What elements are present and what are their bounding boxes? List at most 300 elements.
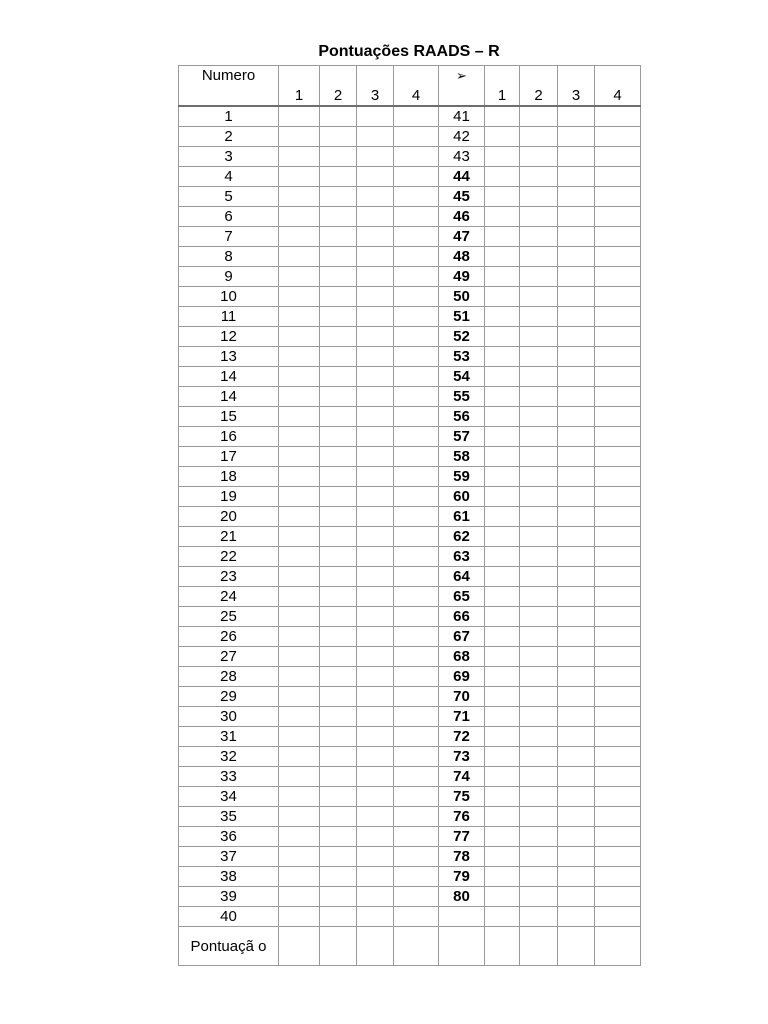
score-cell-right-2[interactable] xyxy=(520,287,558,307)
score-cell-right-4[interactable] xyxy=(595,507,641,527)
score-cell-left-2[interactable] xyxy=(320,527,357,547)
score-cell-right-4[interactable] xyxy=(595,347,641,367)
score-cell-left-1[interactable] xyxy=(279,267,320,287)
score-cell-left-1[interactable] xyxy=(279,587,320,607)
score-cell-right-4[interactable] xyxy=(595,327,641,347)
score-cell-left-2[interactable] xyxy=(320,707,357,727)
score-cell-left-3[interactable] xyxy=(357,707,394,727)
score-cell-left-3[interactable] xyxy=(357,447,394,467)
score-cell-left-3[interactable] xyxy=(357,567,394,587)
score-cell-right-2[interactable] xyxy=(520,867,558,887)
score-cell-right-2[interactable] xyxy=(520,407,558,427)
score-cell-left-1[interactable] xyxy=(279,827,320,847)
score-cell-right-2[interactable] xyxy=(520,227,558,247)
score-cell-right-3[interactable] xyxy=(558,387,595,407)
score-cell-right-2[interactable] xyxy=(520,627,558,647)
score-cell-right-1[interactable] xyxy=(485,567,520,587)
score-cell-right-2[interactable] xyxy=(520,427,558,447)
score-cell-right-2[interactable] xyxy=(520,487,558,507)
score-cell-left-4[interactable] xyxy=(394,667,439,687)
total-cell-4[interactable] xyxy=(394,927,439,966)
score-cell-right-1[interactable] xyxy=(485,167,520,187)
score-cell-right-4[interactable] xyxy=(595,627,641,647)
score-cell-right-2[interactable] xyxy=(520,847,558,867)
score-cell-right-2[interactable] xyxy=(520,687,558,707)
score-cell-right-1[interactable] xyxy=(485,827,520,847)
score-cell-left-4[interactable] xyxy=(394,527,439,547)
score-cell-left-4[interactable] xyxy=(394,627,439,647)
score-cell-left-3[interactable] xyxy=(357,307,394,327)
score-cell-right-3[interactable] xyxy=(558,307,595,327)
score-cell-right-3[interactable] xyxy=(558,867,595,887)
score-cell-right-1[interactable] xyxy=(485,367,520,387)
score-cell-right-2[interactable] xyxy=(520,547,558,567)
score-cell-right-3[interactable] xyxy=(558,767,595,787)
score-cell-left-3[interactable] xyxy=(357,327,394,347)
score-cell-right-2[interactable] xyxy=(520,647,558,667)
score-cell-left-2[interactable] xyxy=(320,887,357,907)
score-cell-right-4[interactable] xyxy=(595,667,641,687)
score-cell-left-3[interactable] xyxy=(357,527,394,547)
score-cell-right-1[interactable] xyxy=(485,807,520,827)
score-cell-right-1[interactable] xyxy=(485,787,520,807)
score-cell-left-2[interactable] xyxy=(320,547,357,567)
score-cell-left-4[interactable] xyxy=(394,827,439,847)
score-cell-left-2[interactable] xyxy=(320,227,357,247)
score-cell-right-1[interactable] xyxy=(485,727,520,747)
score-cell-right-4[interactable] xyxy=(595,447,641,467)
score-cell-right-4[interactable] xyxy=(595,867,641,887)
score-cell-right-1[interactable] xyxy=(485,287,520,307)
score-cell-left-1[interactable] xyxy=(279,647,320,667)
score-cell-right-1[interactable] xyxy=(485,747,520,767)
score-cell-right-4[interactable] xyxy=(595,907,641,927)
score-cell-right-4[interactable] xyxy=(595,467,641,487)
score-cell-right-2[interactable] xyxy=(520,767,558,787)
score-cell-right-3[interactable] xyxy=(558,167,595,187)
score-cell-right-1[interactable] xyxy=(485,247,520,267)
score-cell-left-4[interactable] xyxy=(394,347,439,367)
score-cell-right-1[interactable] xyxy=(485,227,520,247)
score-cell-right-4[interactable] xyxy=(595,187,641,207)
score-cell-left-3[interactable] xyxy=(357,627,394,647)
score-cell-left-3[interactable] xyxy=(357,387,394,407)
score-cell-left-3[interactable] xyxy=(357,687,394,707)
score-cell-right-2[interactable] xyxy=(520,467,558,487)
score-cell-left-1[interactable] xyxy=(279,887,320,907)
score-cell-left-2[interactable] xyxy=(320,727,357,747)
score-cell-left-3[interactable] xyxy=(357,847,394,867)
score-cell-right-3[interactable] xyxy=(558,747,595,767)
score-cell-left-3[interactable] xyxy=(357,467,394,487)
score-cell-right-3[interactable] xyxy=(558,547,595,567)
score-cell-left-4[interactable] xyxy=(394,907,439,927)
score-cell-left-2[interactable] xyxy=(320,767,357,787)
score-cell-left-3[interactable] xyxy=(357,907,394,927)
score-cell-left-3[interactable] xyxy=(357,227,394,247)
score-cell-left-2[interactable] xyxy=(320,447,357,467)
score-cell-right-1[interactable] xyxy=(485,307,520,327)
score-cell-right-2[interactable] xyxy=(520,887,558,907)
score-cell-right-4[interactable] xyxy=(595,647,641,667)
score-cell-left-2[interactable] xyxy=(320,467,357,487)
score-cell-left-4[interactable] xyxy=(394,767,439,787)
score-cell-left-1[interactable] xyxy=(279,106,320,127)
score-cell-right-1[interactable] xyxy=(485,507,520,527)
score-cell-right-4[interactable] xyxy=(595,487,641,507)
score-cell-right-3[interactable] xyxy=(558,427,595,447)
score-cell-right-1[interactable] xyxy=(485,907,520,927)
score-cell-right-3[interactable] xyxy=(558,106,595,127)
score-cell-right-2[interactable] xyxy=(520,747,558,767)
score-cell-left-1[interactable] xyxy=(279,607,320,627)
score-cell-left-2[interactable] xyxy=(320,267,357,287)
score-cell-right-1[interactable] xyxy=(485,547,520,567)
score-cell-right-3[interactable] xyxy=(558,627,595,647)
score-cell-left-4[interactable] xyxy=(394,167,439,187)
score-cell-left-3[interactable] xyxy=(357,267,394,287)
score-cell-left-1[interactable] xyxy=(279,567,320,587)
score-cell-left-2[interactable] xyxy=(320,347,357,367)
score-cell-left-4[interactable] xyxy=(394,247,439,267)
score-cell-left-4[interactable] xyxy=(394,287,439,307)
score-cell-right-4[interactable] xyxy=(595,167,641,187)
score-cell-left-3[interactable] xyxy=(357,747,394,767)
score-cell-left-2[interactable] xyxy=(320,847,357,867)
score-cell-left-2[interactable] xyxy=(320,427,357,447)
score-cell-left-3[interactable] xyxy=(357,147,394,167)
score-cell-left-4[interactable] xyxy=(394,327,439,347)
score-cell-right-4[interactable] xyxy=(595,267,641,287)
score-cell-right-1[interactable] xyxy=(485,127,520,147)
score-cell-right-3[interactable] xyxy=(558,367,595,387)
score-cell-left-2[interactable] xyxy=(320,747,357,767)
score-cell-left-1[interactable] xyxy=(279,667,320,687)
score-cell-right-1[interactable] xyxy=(485,647,520,667)
score-cell-left-2[interactable] xyxy=(320,127,357,147)
score-cell-left-3[interactable] xyxy=(357,787,394,807)
score-cell-right-4[interactable] xyxy=(595,367,641,387)
score-cell-right-3[interactable] xyxy=(558,467,595,487)
score-cell-right-3[interactable] xyxy=(558,727,595,747)
score-cell-left-1[interactable] xyxy=(279,427,320,447)
score-cell-right-3[interactable] xyxy=(558,907,595,927)
score-cell-left-2[interactable] xyxy=(320,787,357,807)
score-cell-right-2[interactable] xyxy=(520,267,558,287)
score-cell-left-1[interactable] xyxy=(279,227,320,247)
score-cell-left-2[interactable] xyxy=(320,407,357,427)
score-cell-right-3[interactable] xyxy=(558,647,595,667)
score-cell-right-3[interactable] xyxy=(558,567,595,587)
score-cell-left-4[interactable] xyxy=(394,887,439,907)
score-cell-right-1[interactable] xyxy=(485,147,520,167)
score-cell-right-2[interactable] xyxy=(520,607,558,627)
score-cell-left-3[interactable] xyxy=(357,547,394,567)
score-cell-right-2[interactable] xyxy=(520,527,558,547)
score-cell-left-2[interactable] xyxy=(320,327,357,347)
score-cell-right-1[interactable] xyxy=(485,607,520,627)
score-cell-right-2[interactable] xyxy=(520,167,558,187)
score-cell-left-3[interactable] xyxy=(357,727,394,747)
score-cell-left-4[interactable] xyxy=(394,867,439,887)
score-cell-left-4[interactable] xyxy=(394,807,439,827)
score-cell-left-1[interactable] xyxy=(279,447,320,467)
score-cell-right-3[interactable] xyxy=(558,827,595,847)
score-cell-left-3[interactable] xyxy=(357,347,394,367)
score-cell-right-4[interactable] xyxy=(595,807,641,827)
score-cell-right-4[interactable] xyxy=(595,567,641,587)
score-cell-left-2[interactable] xyxy=(320,147,357,167)
score-cell-left-1[interactable] xyxy=(279,247,320,267)
score-cell-right-4[interactable] xyxy=(595,527,641,547)
total-cell-2[interactable] xyxy=(320,927,357,966)
score-cell-left-1[interactable] xyxy=(279,367,320,387)
score-cell-left-1[interactable] xyxy=(279,687,320,707)
score-cell-right-4[interactable] xyxy=(595,307,641,327)
score-cell-right-3[interactable] xyxy=(558,187,595,207)
score-cell-right-4[interactable] xyxy=(595,887,641,907)
score-cell-left-2[interactable] xyxy=(320,627,357,647)
score-cell-right-1[interactable] xyxy=(485,387,520,407)
score-cell-left-3[interactable] xyxy=(357,587,394,607)
score-cell-right-4[interactable] xyxy=(595,207,641,227)
score-cell-left-4[interactable] xyxy=(394,647,439,667)
score-cell-left-1[interactable] xyxy=(279,547,320,567)
score-cell-left-4[interactable] xyxy=(394,847,439,867)
score-cell-left-3[interactable] xyxy=(357,287,394,307)
score-cell-right-2[interactable] xyxy=(520,207,558,227)
score-cell-left-3[interactable] xyxy=(357,367,394,387)
score-cell-right-1[interactable] xyxy=(485,867,520,887)
score-cell-right-2[interactable] xyxy=(520,307,558,327)
score-cell-left-2[interactable] xyxy=(320,487,357,507)
score-cell-left-4[interactable] xyxy=(394,467,439,487)
score-cell-left-1[interactable] xyxy=(279,127,320,147)
score-cell-right-1[interactable] xyxy=(485,767,520,787)
score-cell-left-2[interactable] xyxy=(320,167,357,187)
score-cell-right-4[interactable] xyxy=(595,587,641,607)
score-cell-right-2[interactable] xyxy=(520,587,558,607)
score-cell-right-2[interactable] xyxy=(520,247,558,267)
total-cell-8[interactable] xyxy=(558,927,595,966)
score-cell-right-3[interactable] xyxy=(558,227,595,247)
score-cell-right-2[interactable] xyxy=(520,727,558,747)
score-cell-left-3[interactable] xyxy=(357,127,394,147)
score-cell-right-4[interactable] xyxy=(595,407,641,427)
score-cell-right-3[interactable] xyxy=(558,407,595,427)
score-cell-right-4[interactable] xyxy=(595,747,641,767)
score-cell-left-3[interactable] xyxy=(357,647,394,667)
score-cell-left-3[interactable] xyxy=(357,767,394,787)
score-cell-left-4[interactable] xyxy=(394,487,439,507)
score-cell-right-3[interactable] xyxy=(558,587,595,607)
score-cell-left-4[interactable] xyxy=(394,707,439,727)
score-cell-right-1[interactable] xyxy=(485,106,520,127)
score-cell-left-1[interactable] xyxy=(279,307,320,327)
score-cell-left-1[interactable] xyxy=(279,467,320,487)
score-cell-right-1[interactable] xyxy=(485,467,520,487)
score-cell-right-4[interactable] xyxy=(595,127,641,147)
score-cell-left-2[interactable] xyxy=(320,607,357,627)
score-cell-right-4[interactable] xyxy=(595,287,641,307)
score-cell-right-4[interactable] xyxy=(595,227,641,247)
score-cell-left-3[interactable] xyxy=(357,867,394,887)
score-cell-right-4[interactable] xyxy=(595,247,641,267)
score-cell-left-1[interactable] xyxy=(279,347,320,367)
score-cell-left-2[interactable] xyxy=(320,667,357,687)
score-cell-left-1[interactable] xyxy=(279,727,320,747)
score-cell-right-2[interactable] xyxy=(520,347,558,367)
score-cell-left-4[interactable] xyxy=(394,387,439,407)
score-cell-left-4[interactable] xyxy=(394,407,439,427)
score-cell-right-2[interactable] xyxy=(520,367,558,387)
score-cell-right-4[interactable] xyxy=(595,547,641,567)
score-cell-right-3[interactable] xyxy=(558,487,595,507)
score-cell-left-4[interactable] xyxy=(394,207,439,227)
score-cell-right-1[interactable] xyxy=(485,687,520,707)
score-cell-right-3[interactable] xyxy=(558,327,595,347)
score-cell-left-4[interactable] xyxy=(394,687,439,707)
score-cell-left-4[interactable] xyxy=(394,227,439,247)
score-cell-right-2[interactable] xyxy=(520,127,558,147)
score-cell-right-4[interactable] xyxy=(595,607,641,627)
score-cell-right-3[interactable] xyxy=(558,687,595,707)
score-cell-right-3[interactable] xyxy=(558,147,595,167)
score-cell-right-1[interactable] xyxy=(485,667,520,687)
score-cell-left-1[interactable] xyxy=(279,907,320,927)
total-cell-3[interactable] xyxy=(357,927,394,966)
score-cell-right-3[interactable] xyxy=(558,807,595,827)
score-cell-right-2[interactable] xyxy=(520,667,558,687)
score-cell-right-3[interactable] xyxy=(558,247,595,267)
score-cell-right-2[interactable] xyxy=(520,387,558,407)
score-cell-right-1[interactable] xyxy=(485,527,520,547)
score-cell-left-4[interactable] xyxy=(394,427,439,447)
score-cell-right-3[interactable] xyxy=(558,847,595,867)
score-cell-left-3[interactable] xyxy=(357,207,394,227)
score-cell-left-1[interactable] xyxy=(279,167,320,187)
score-cell-right-1[interactable] xyxy=(485,707,520,727)
score-cell-left-1[interactable] xyxy=(279,327,320,347)
score-cell-right-3[interactable] xyxy=(558,287,595,307)
score-cell-left-2[interactable] xyxy=(320,827,357,847)
score-cell-left-2[interactable] xyxy=(320,507,357,527)
score-cell-left-3[interactable] xyxy=(357,187,394,207)
score-cell-left-4[interactable] xyxy=(394,567,439,587)
score-cell-right-2[interactable] xyxy=(520,807,558,827)
score-cell-left-3[interactable] xyxy=(357,407,394,427)
score-cell-left-2[interactable] xyxy=(320,587,357,607)
score-cell-left-2[interactable] xyxy=(320,567,357,587)
score-cell-left-4[interactable] xyxy=(394,507,439,527)
score-cell-left-4[interactable] xyxy=(394,106,439,127)
score-cell-left-2[interactable] xyxy=(320,387,357,407)
score-cell-left-1[interactable] xyxy=(279,487,320,507)
score-cell-right-1[interactable] xyxy=(485,187,520,207)
score-cell-right-4[interactable] xyxy=(595,687,641,707)
score-cell-right-2[interactable] xyxy=(520,567,558,587)
score-cell-right-3[interactable] xyxy=(558,887,595,907)
score-cell-right-1[interactable] xyxy=(485,587,520,607)
score-cell-left-3[interactable] xyxy=(357,507,394,527)
total-cell-6[interactable] xyxy=(485,927,520,966)
score-cell-right-2[interactable] xyxy=(520,827,558,847)
total-cell-1[interactable] xyxy=(279,927,320,966)
total-cell-7[interactable] xyxy=(520,927,558,966)
score-cell-right-1[interactable] xyxy=(485,847,520,867)
score-cell-right-1[interactable] xyxy=(485,447,520,467)
score-cell-left-4[interactable] xyxy=(394,127,439,147)
score-cell-left-1[interactable] xyxy=(279,407,320,427)
score-cell-left-2[interactable] xyxy=(320,207,357,227)
total-cell-5[interactable] xyxy=(439,927,485,966)
score-cell-right-3[interactable] xyxy=(558,347,595,367)
score-cell-right-3[interactable] xyxy=(558,127,595,147)
score-cell-right-2[interactable] xyxy=(520,907,558,927)
score-cell-right-4[interactable] xyxy=(595,106,641,127)
score-cell-left-2[interactable] xyxy=(320,247,357,267)
score-cell-left-2[interactable] xyxy=(320,307,357,327)
score-cell-left-1[interactable] xyxy=(279,847,320,867)
score-cell-left-2[interactable] xyxy=(320,287,357,307)
score-cell-right-4[interactable] xyxy=(595,427,641,447)
score-cell-left-1[interactable] xyxy=(279,707,320,727)
score-cell-left-2[interactable] xyxy=(320,807,357,827)
score-cell-left-4[interactable] xyxy=(394,187,439,207)
score-cell-left-4[interactable] xyxy=(394,367,439,387)
score-cell-right-3[interactable] xyxy=(558,787,595,807)
score-cell-left-2[interactable] xyxy=(320,647,357,667)
score-cell-left-1[interactable] xyxy=(279,387,320,407)
score-cell-left-3[interactable] xyxy=(357,487,394,507)
score-cell-right-2[interactable] xyxy=(520,106,558,127)
score-cell-left-4[interactable] xyxy=(394,307,439,327)
score-cell-right-4[interactable] xyxy=(595,847,641,867)
score-cell-right-1[interactable] xyxy=(485,427,520,447)
score-cell-right-1[interactable] xyxy=(485,267,520,287)
score-cell-right-2[interactable] xyxy=(520,707,558,727)
score-cell-left-3[interactable] xyxy=(357,427,394,447)
score-cell-right-4[interactable] xyxy=(595,387,641,407)
score-cell-left-2[interactable] xyxy=(320,867,357,887)
score-cell-right-3[interactable] xyxy=(558,607,595,627)
score-cell-left-4[interactable] xyxy=(394,607,439,627)
score-cell-right-1[interactable] xyxy=(485,487,520,507)
score-cell-right-2[interactable] xyxy=(520,147,558,167)
score-cell-left-1[interactable] xyxy=(279,787,320,807)
score-cell-right-1[interactable] xyxy=(485,407,520,427)
score-cell-left-4[interactable] xyxy=(394,447,439,467)
score-cell-left-4[interactable] xyxy=(394,547,439,567)
score-cell-left-1[interactable] xyxy=(279,807,320,827)
score-cell-left-2[interactable] xyxy=(320,367,357,387)
score-cell-left-4[interactable] xyxy=(394,267,439,287)
score-cell-right-3[interactable] xyxy=(558,507,595,527)
score-cell-left-1[interactable] xyxy=(279,147,320,167)
score-cell-left-1[interactable] xyxy=(279,187,320,207)
score-cell-right-1[interactable] xyxy=(485,347,520,367)
score-cell-left-4[interactable] xyxy=(394,147,439,167)
score-cell-left-1[interactable] xyxy=(279,747,320,767)
score-cell-left-4[interactable] xyxy=(394,727,439,747)
score-cell-left-3[interactable] xyxy=(357,667,394,687)
score-cell-right-1[interactable] xyxy=(485,207,520,227)
score-cell-right-2[interactable] xyxy=(520,187,558,207)
score-cell-left-4[interactable] xyxy=(394,787,439,807)
score-cell-right-4[interactable] xyxy=(595,707,641,727)
score-cell-right-3[interactable] xyxy=(558,667,595,687)
score-cell-left-3[interactable] xyxy=(357,106,394,127)
